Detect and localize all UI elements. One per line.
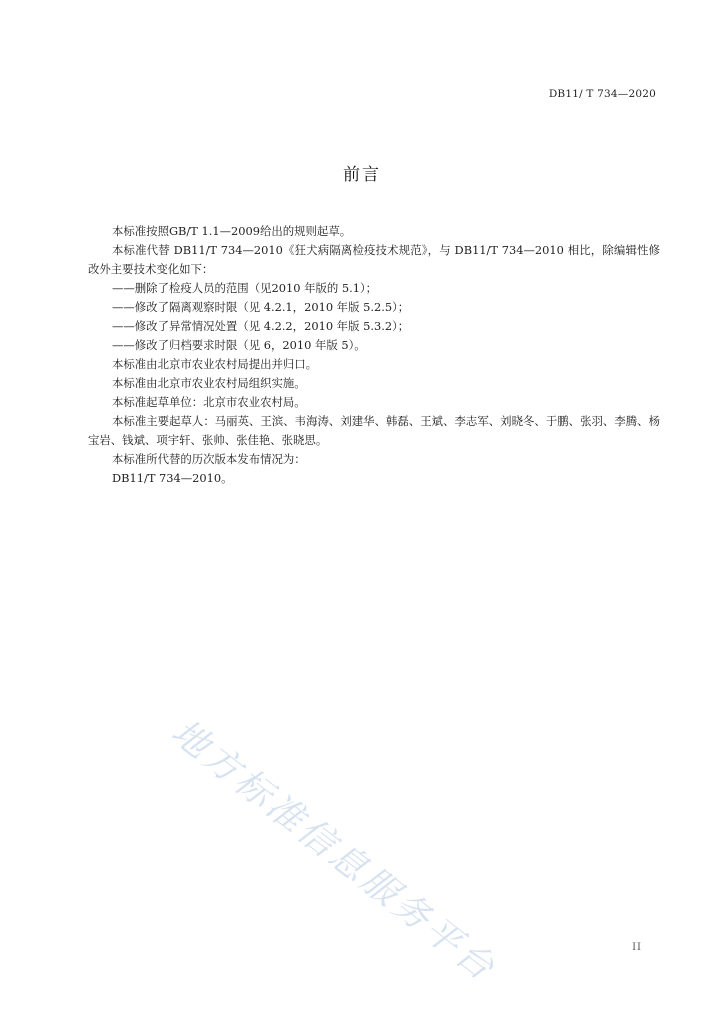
foreword-body [88,222,660,488]
paragraph-history-version: DB11/T 734—2010。 [112,471,233,485]
watermark-text: 地方标准信息服务平台 [163,711,504,991]
page-number: II [632,942,642,953]
change-item-1: ——删除了检疫人员的范围（见2010 年版的 5.1）； [112,281,378,295]
paragraph-implementer: 本标准由北京市农业农村局组织实施。 [112,376,306,390]
paragraph-drafting-rule: 本标准按照GB/T 1.1—2009给出的规则起草。 [112,224,352,238]
page-title: 前言 [343,165,381,185]
change-item-4: ——修改了归档要求时限（见 6，2010 年版 5）。 [112,338,366,352]
paragraph-drafting-unit: 本标准起草单位：北京市农业农村局。 [112,395,306,409]
paragraph-proposer: 本标准由北京市农业农村局提出并归口。 [112,357,318,371]
paragraph-history-intro: 本标准所代替的历次版本发布情况为： [112,452,306,466]
standard-code: DB11/ T 734—2020 [548,88,656,100]
paragraph-drafters: 本标准主要起草人：马丽英、王滨、韦海涛、刘建华、韩磊、王斌、李志军、刘晓冬、于鹏、张羽、李腾、杨宝岩、钱斌、项宇轩、张帅、张佳艳、张晓思。 [88,414,660,447]
change-item-3: ——修改了异常情况处置（见 4.2.2，2010 年版 5.3.2）； [112,319,410,333]
change-item-2: ——修改了隔离观察时限（见 4.2.1，2010 年版 5.2.5）； [112,300,410,314]
paragraph-replacement: 本标准代替 DB11/T 734—2010《狂犬病隔离检疫技术规范》，与 DB11/T 734—2010 相比，除编辑性修改外主要技术变化如下： [88,243,660,276]
